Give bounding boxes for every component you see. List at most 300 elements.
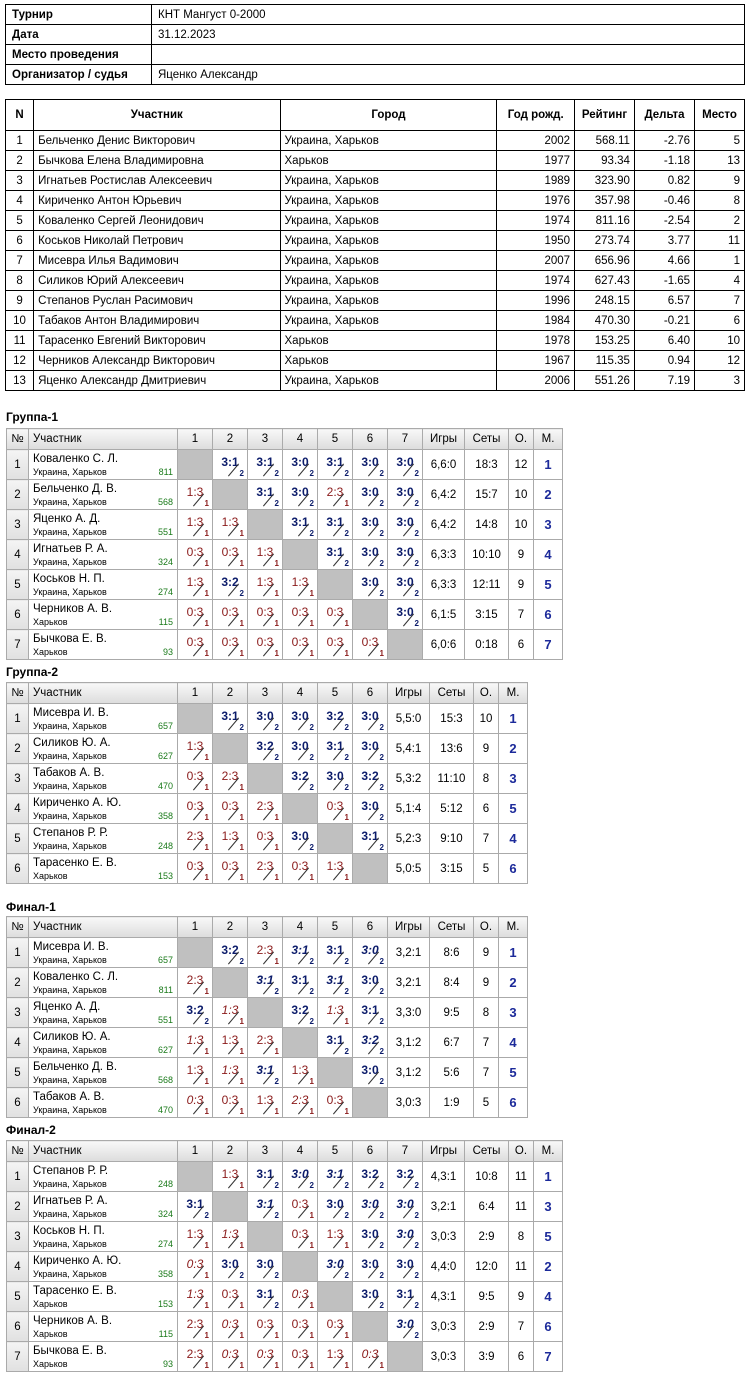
score-value: 0:3	[186, 799, 204, 813]
player-city: Украина, Харьков	[33, 751, 107, 761]
col-place: М.	[534, 1141, 563, 1162]
score-value: 3:0	[256, 709, 274, 723]
col-opponent: 1	[178, 917, 213, 938]
score-cell	[248, 1342, 283, 1372]
score-cell	[213, 1058, 248, 1088]
score-cell	[283, 1058, 318, 1088]
group-header-row	[7, 429, 563, 450]
games-value: 3,0:3	[388, 1088, 430, 1118]
group-player-row	[7, 1058, 528, 1088]
player-city: Харьков	[33, 1329, 68, 1339]
group-player-row	[7, 854, 528, 884]
score-cell	[178, 1028, 213, 1058]
score-cell	[178, 854, 213, 884]
score-points: 1	[309, 1107, 314, 1116]
player-cell	[29, 630, 178, 660]
player-number: 3	[7, 1222, 29, 1252]
score-cell	[213, 1252, 248, 1282]
score-value: 3:2	[256, 739, 274, 753]
player-number: 6	[7, 854, 29, 884]
score-cell	[178, 510, 213, 540]
score-points: 2	[414, 619, 419, 628]
points-value: 9	[509, 1282, 534, 1312]
info-row	[6, 45, 745, 65]
participant-cell: 8	[695, 191, 745, 211]
score-value: 3:1	[326, 739, 344, 753]
participant-cell: Украина, Харьков	[280, 371, 497, 391]
info-value: Яценко Александр	[152, 65, 745, 85]
player-name: Бельченко Д. В.	[33, 1061, 118, 1073]
col-opponent: 2	[213, 1141, 248, 1162]
score-value: 3:1	[326, 545, 344, 559]
score-cell	[213, 540, 248, 570]
self-cell	[353, 1312, 388, 1342]
col-opponent: 3	[248, 1141, 283, 1162]
player-cell	[29, 824, 178, 854]
score-points: 2	[414, 469, 419, 478]
player-cell	[29, 1222, 178, 1252]
participants-header: Дельта	[634, 100, 694, 131]
score-value: 3:1	[256, 1063, 274, 1077]
score-points: 1	[204, 589, 209, 598]
group-player-row	[7, 570, 563, 600]
participant-cell: Украина, Харьков	[280, 271, 497, 291]
score-cell	[248, 794, 283, 824]
participant-cell: 4.66	[634, 251, 694, 271]
score-cell	[318, 510, 353, 540]
participant-cell: -2.54	[634, 211, 694, 231]
group-title: Группа-1	[6, 410, 59, 424]
score-points: 2	[379, 469, 384, 478]
player-rating: 115	[158, 617, 173, 627]
score-cell	[178, 630, 213, 660]
self-cell	[248, 510, 283, 540]
score-value: 3:2	[291, 1003, 309, 1017]
games-value: 3,1:2	[388, 1058, 430, 1088]
score-cell	[178, 1192, 213, 1222]
score-value: 3:0	[396, 575, 414, 589]
score-points: 2	[379, 1211, 384, 1220]
participant-cell: 627.43	[575, 271, 635, 291]
group-title: Группа-2	[6, 665, 59, 679]
score-points: 2	[379, 957, 384, 966]
score-points: 1	[239, 1181, 244, 1190]
participant-cell: Украина, Харьков	[280, 191, 497, 211]
score-value: 1:3	[221, 1227, 239, 1241]
self-cell	[213, 734, 248, 764]
score-cell	[178, 1252, 213, 1282]
score-cell	[248, 824, 283, 854]
score-cell	[213, 1342, 248, 1372]
participant-cell: 568.11	[575, 131, 635, 151]
score-points: 1	[239, 1331, 244, 1340]
group-player-row	[7, 1192, 563, 1222]
score-cell	[318, 540, 353, 570]
score-value: 1:3	[221, 1003, 239, 1017]
col-opponent: 1	[178, 1141, 213, 1162]
player-city: Украина, Харьков	[33, 1269, 107, 1279]
self-cell	[213, 1192, 248, 1222]
points-value: 9	[474, 968, 499, 998]
score-cell	[213, 510, 248, 540]
score-points: 1	[239, 1241, 244, 1250]
player-rating: 470	[157, 1105, 173, 1115]
score-cell	[318, 704, 353, 734]
group-player-row	[7, 630, 563, 660]
score-cell	[353, 480, 388, 510]
info-label: Организатор / судья	[6, 65, 152, 85]
score-value: 3:0	[396, 1227, 414, 1241]
score-value: 0:3	[256, 829, 274, 843]
group-player-row	[7, 1252, 563, 1282]
player-number: 2	[7, 480, 29, 510]
score-points: 1	[239, 1047, 244, 1056]
participant-cell: 2002	[497, 131, 575, 151]
score-value: 3:0	[361, 455, 379, 469]
group-header-row	[7, 917, 528, 938]
place-value: 1	[534, 450, 563, 480]
points-value: 6	[474, 794, 499, 824]
score-cell	[388, 450, 423, 480]
score-cell	[283, 570, 318, 600]
col-player: Участник	[29, 1141, 178, 1162]
participant-cell: Харьков	[280, 151, 497, 171]
player-city: Украина, Харьков	[33, 497, 107, 507]
score-value: 3:0	[361, 545, 379, 559]
player-rating: 93	[162, 1359, 173, 1369]
player-city: Украина, Харьков	[33, 841, 107, 851]
score-value: 3:2	[221, 575, 239, 589]
score-cell	[248, 968, 283, 998]
player-name: Коваленко С. Л.	[33, 453, 119, 465]
col-player: Участник	[29, 917, 178, 938]
player-city: Украина, Харьков	[33, 467, 107, 477]
place-value: 3	[534, 510, 563, 540]
score-cell	[178, 968, 213, 998]
player-cell	[29, 540, 178, 570]
score-cell	[213, 1222, 248, 1252]
info-row	[6, 5, 745, 25]
score-value: 3:1	[256, 455, 274, 469]
score-value: 3:0	[291, 739, 309, 753]
score-cell	[388, 600, 423, 630]
score-points: 2	[379, 1301, 384, 1310]
col-games: Игры	[423, 1141, 465, 1162]
score-points: 2	[309, 753, 314, 762]
participant-row	[6, 191, 745, 211]
participant-cell: 1974	[497, 211, 575, 231]
score-points: 1	[204, 529, 209, 538]
score-value: 0:3	[326, 1317, 344, 1331]
player-rating: 358	[157, 811, 173, 821]
self-cell	[318, 570, 353, 600]
participant-cell: Тарасенко Евгений Викторович	[34, 331, 280, 351]
participant-cell: 6.40	[634, 331, 694, 351]
score-value: 0:3	[221, 1347, 239, 1361]
score-cell	[248, 600, 283, 630]
score-points: 1	[309, 649, 314, 658]
score-points: 1	[309, 589, 314, 598]
player-name: Игнатьев Р. А.	[33, 1195, 108, 1207]
place-value: 2	[499, 968, 528, 998]
participants-header: Год рожд.	[497, 100, 575, 131]
score-value: 0:3	[361, 1347, 379, 1361]
score-value: 3:0	[361, 1287, 379, 1301]
participant-cell: -1.18	[634, 151, 694, 171]
info-label: Дата	[6, 25, 152, 45]
score-points: 2	[414, 1211, 419, 1220]
participant-cell: 10	[6, 311, 34, 331]
player-number: 5	[7, 1282, 29, 1312]
col-num: №	[7, 429, 29, 450]
player-city: Украина, Харьков	[33, 985, 107, 995]
score-value: 1:3	[326, 1227, 344, 1241]
group-player-row	[7, 1088, 528, 1118]
score-cell	[388, 1312, 423, 1342]
col-place: М.	[499, 683, 528, 704]
games-value: 6,1:5	[423, 600, 465, 630]
player-name: Бельченко Д. В.	[33, 483, 118, 495]
player-number: 6	[7, 1312, 29, 1342]
sets-value: 15:7	[465, 480, 509, 510]
score-cell	[283, 764, 318, 794]
score-value: 3:1	[256, 1197, 274, 1211]
player-name: Тарасенко Е. В.	[33, 1285, 117, 1297]
player-cell	[29, 510, 178, 540]
score-points: 2	[379, 753, 384, 762]
place-value: 7	[534, 1342, 563, 1372]
group-player-row	[7, 734, 528, 764]
score-cell	[178, 824, 213, 854]
participant-cell: Украина, Харьков	[280, 291, 497, 311]
group-player-row	[7, 1162, 563, 1192]
sets-value: 0:18	[465, 630, 509, 660]
player-cell	[29, 968, 178, 998]
player-number: 3	[7, 510, 29, 540]
participant-cell: 2006	[497, 371, 575, 391]
score-cell	[318, 968, 353, 998]
score-cell	[283, 1192, 318, 1222]
player-name: Бычкова Е. В.	[33, 633, 107, 645]
player-name: Мисевра И. В.	[33, 941, 109, 953]
place-value: 5	[534, 570, 563, 600]
place-value: 3	[499, 764, 528, 794]
self-cell	[178, 1162, 213, 1192]
score-value: 3:0	[361, 575, 379, 589]
points-value: 9	[474, 734, 499, 764]
col-sets: Сеты	[430, 683, 474, 704]
score-points: 1	[274, 589, 279, 598]
score-value: 0:3	[221, 859, 239, 873]
score-points: 1	[274, 1107, 279, 1116]
score-value: 3:1	[291, 973, 309, 987]
games-value: 5,0:5	[388, 854, 430, 884]
score-points: 2	[274, 723, 279, 732]
score-cell	[353, 1192, 388, 1222]
player-rating: 274	[157, 1239, 173, 1249]
player-name: Яценко А. Д.	[33, 513, 101, 525]
score-value: 0:3	[186, 1257, 204, 1271]
score-value: 3:1	[361, 1003, 379, 1017]
col-games: Игры	[388, 917, 430, 938]
score-cell	[283, 1312, 318, 1342]
participant-cell: 1977	[497, 151, 575, 171]
score-value: 3:0	[326, 769, 344, 783]
score-cell	[178, 1222, 213, 1252]
score-cell	[178, 1088, 213, 1118]
score-points: 1	[344, 813, 349, 822]
participant-row	[6, 231, 745, 251]
player-number: 5	[7, 570, 29, 600]
player-cell	[29, 450, 178, 480]
col-player: Участник	[29, 683, 178, 704]
score-points: 1	[239, 559, 244, 568]
score-points: 2	[344, 753, 349, 762]
games-value: 6,3:3	[423, 540, 465, 570]
score-cell	[318, 1252, 353, 1282]
score-value: 3:1	[256, 1167, 274, 1181]
score-points: 2	[309, 723, 314, 732]
participant-row	[6, 271, 745, 291]
player-rating: 657	[157, 721, 173, 731]
sets-value: 9:10	[430, 824, 474, 854]
score-points: 1	[344, 1017, 349, 1026]
points-value: 7	[474, 1058, 499, 1088]
score-cell	[178, 998, 213, 1028]
player-rating: 248	[157, 1179, 173, 1189]
participant-cell: 2	[6, 151, 34, 171]
player-number: 4	[7, 794, 29, 824]
score-value: 3:0	[396, 1317, 414, 1331]
score-cell	[318, 450, 353, 480]
participant-cell: 1967	[497, 351, 575, 371]
games-value: 3,0:3	[423, 1222, 465, 1252]
score-points: 2	[309, 499, 314, 508]
score-value: 1:3	[291, 1063, 309, 1077]
games-value: 3,1:2	[388, 1028, 430, 1058]
score-points: 2	[344, 559, 349, 568]
score-value: 1:3	[186, 575, 204, 589]
player-name: Степанов Р. Р.	[33, 1165, 109, 1177]
player-city: Украина, Харьков	[33, 1075, 107, 1085]
score-cell	[318, 938, 353, 968]
info-value: 31.12.2023	[152, 25, 745, 45]
place-value: 5	[499, 794, 528, 824]
participant-cell: 10	[695, 331, 745, 351]
score-cell	[178, 540, 213, 570]
score-points: 1	[204, 873, 209, 882]
score-cell	[283, 734, 318, 764]
player-city: Харьков	[33, 617, 68, 627]
player-rating: 811	[158, 467, 173, 477]
participant-cell: 115.35	[575, 351, 635, 371]
player-cell	[29, 998, 178, 1028]
player-number: 4	[7, 540, 29, 570]
score-cell	[388, 570, 423, 600]
score-cell	[283, 704, 318, 734]
score-points: 1	[309, 873, 314, 882]
col-opponent: 6	[353, 683, 388, 704]
points-value: 10	[509, 510, 534, 540]
player-rating: 324	[157, 1209, 173, 1219]
sets-value: 13:6	[430, 734, 474, 764]
score-value: 0:3	[291, 1347, 309, 1361]
participant-cell: 1	[6, 131, 34, 151]
points-value: 5	[474, 854, 499, 884]
score-cell	[213, 1088, 248, 1118]
player-name: Кириченко А. Ю.	[33, 797, 122, 809]
participant-row	[6, 331, 745, 351]
score-value: 0:3	[221, 545, 239, 559]
score-points: 2	[414, 1241, 419, 1250]
sets-value: 6:4	[465, 1192, 509, 1222]
participant-cell: Табаков Антон Владимирович	[34, 311, 280, 331]
score-points: 2	[274, 1181, 279, 1190]
participants-table	[5, 99, 745, 391]
games-value: 3,0:3	[423, 1312, 465, 1342]
score-points: 2	[344, 469, 349, 478]
score-points: 1	[204, 499, 209, 508]
score-value: 3:0	[361, 973, 379, 987]
score-value: 0:3	[291, 1197, 309, 1211]
participant-cell: Украина, Харьков	[280, 211, 497, 231]
participant-cell: 3	[6, 171, 34, 191]
score-value: 3:0	[396, 515, 414, 529]
self-cell	[248, 998, 283, 1028]
score-cell	[283, 1342, 318, 1372]
score-cell	[353, 998, 388, 1028]
group-player-row	[7, 450, 563, 480]
score-value: 2:3	[221, 769, 239, 783]
col-opponent: 5	[318, 917, 353, 938]
score-cell	[248, 630, 283, 660]
info-value	[152, 45, 745, 65]
score-points: 1	[204, 1301, 209, 1310]
score-value: 0:3	[256, 605, 274, 619]
score-points: 2	[274, 1301, 279, 1310]
col-sets: Сеты	[465, 1141, 509, 1162]
score-cell	[213, 824, 248, 854]
score-value: 2:3	[256, 859, 274, 873]
points-value: 11	[509, 1252, 534, 1282]
score-cell	[318, 1088, 353, 1118]
col-opponent: 4	[283, 683, 318, 704]
participant-cell: 12	[695, 351, 745, 371]
player-number: 2	[7, 1192, 29, 1222]
score-value: 3:2	[291, 769, 309, 783]
player-cell	[29, 764, 178, 794]
group-player-row	[7, 1282, 563, 1312]
score-value: 3:1	[291, 943, 309, 957]
score-cell	[213, 1028, 248, 1058]
score-value: 3:0	[256, 1257, 274, 1271]
participant-cell: Харьков	[280, 331, 497, 351]
score-cell	[353, 1162, 388, 1192]
player-number: 1	[7, 1162, 29, 1192]
score-cell	[318, 480, 353, 510]
participant-cell: 7	[695, 291, 745, 311]
participants-header: Рейтинг	[575, 100, 635, 131]
player-rating: 627	[157, 751, 173, 761]
score-value: 1:3	[186, 1033, 204, 1047]
self-cell	[248, 1222, 283, 1252]
score-points: 2	[239, 723, 244, 732]
score-cell	[213, 764, 248, 794]
score-cell	[353, 1028, 388, 1058]
score-value: 3:0	[396, 485, 414, 499]
participants-header: N	[6, 100, 34, 131]
score-cell	[178, 1312, 213, 1342]
